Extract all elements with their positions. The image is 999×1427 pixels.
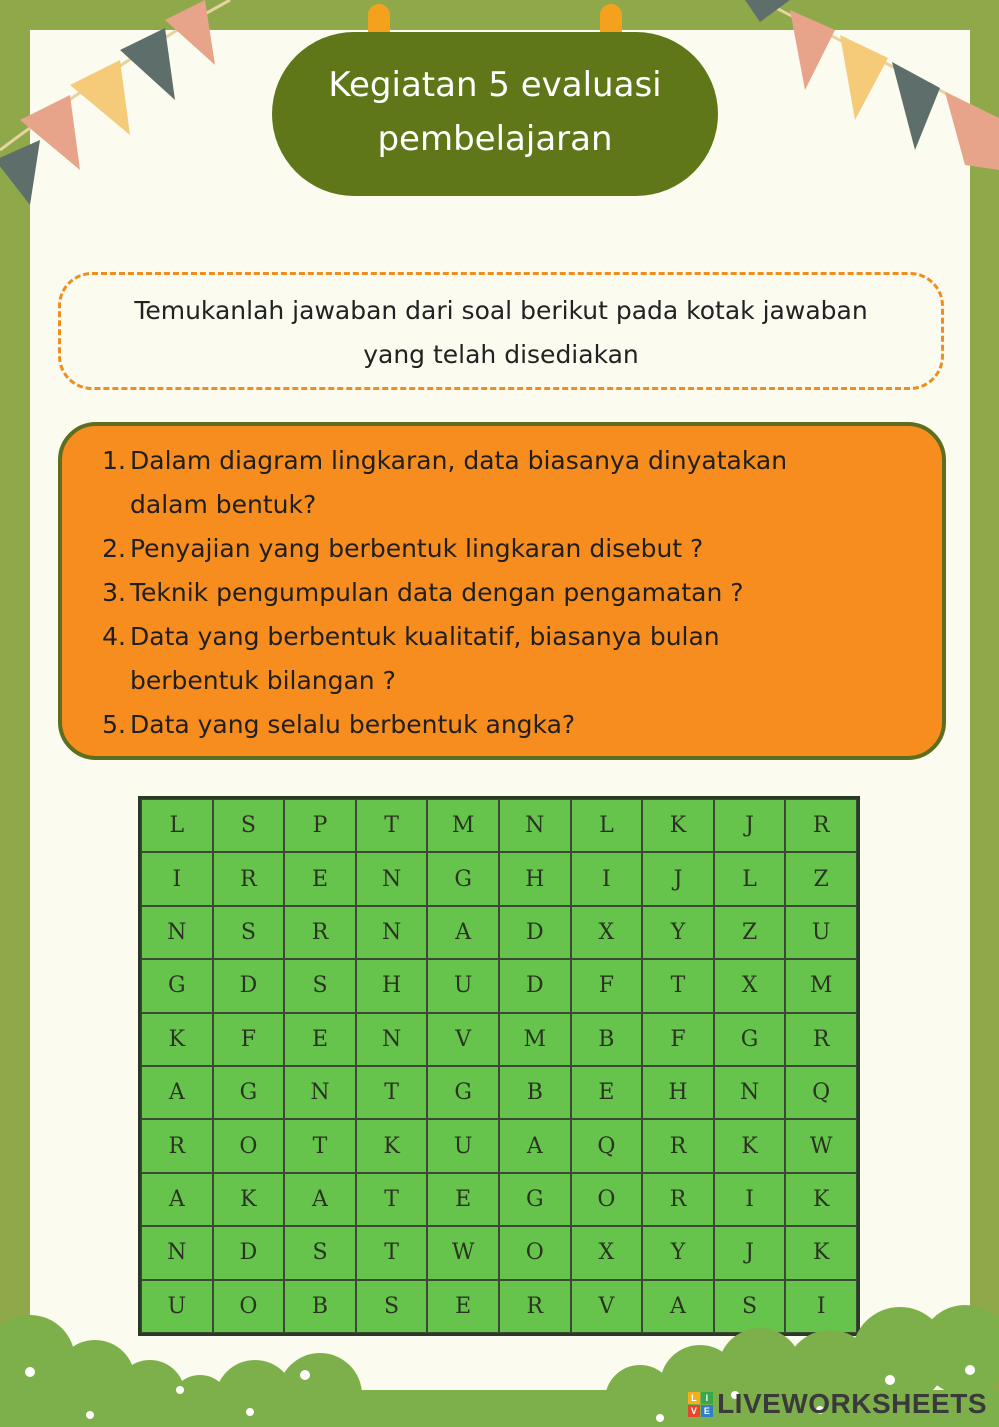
grid-cell[interactable]: R: [785, 1013, 857, 1066]
grid-cell[interactable]: S: [213, 799, 285, 852]
grid-cell[interactable]: H: [356, 959, 428, 1012]
grid-cell[interactable]: Q: [785, 1066, 857, 1119]
grid-cell[interactable]: U: [141, 1280, 213, 1333]
grid-cell[interactable]: N: [356, 852, 428, 905]
grid-cell[interactable]: A: [284, 1173, 356, 1226]
grid-cell[interactable]: V: [427, 1013, 499, 1066]
grid-cell[interactable]: N: [356, 906, 428, 959]
grid-cell[interactable]: D: [213, 1226, 285, 1279]
grid-cell[interactable]: L: [714, 852, 786, 905]
grid-cell[interactable]: S: [284, 959, 356, 1012]
grid-cell[interactable]: K: [141, 1013, 213, 1066]
grid-cell[interactable]: K: [642, 799, 714, 852]
grid-cell[interactable]: A: [141, 1173, 213, 1226]
question-text: Dalam diagram lingkaran, data biasanya dinyatakan: [130, 446, 788, 475]
grid-cell[interactable]: U: [427, 959, 499, 1012]
grid-cell[interactable]: N: [141, 906, 213, 959]
grid-cell[interactable]: O: [571, 1173, 643, 1226]
grid-cell[interactable]: B: [571, 1013, 643, 1066]
grid-cell[interactable]: G: [427, 852, 499, 905]
instruction-box: [58, 272, 944, 390]
grid-cell[interactable]: X: [714, 959, 786, 1012]
question-number: 2.: [102, 534, 126, 563]
grid-cell[interactable]: N: [499, 799, 571, 852]
grid-cell[interactable]: S: [356, 1280, 428, 1333]
questions-box: [58, 422, 946, 760]
grid-cell[interactable]: D: [499, 959, 571, 1012]
title-line-1: Kegiatan 5 evaluasi: [328, 65, 662, 105]
logo-text: LIVEWORKSHEETS: [717, 1388, 987, 1419]
grid-cell[interactable]: W: [427, 1226, 499, 1279]
question-text: berbentuk bilangan ?: [130, 666, 396, 695]
grid-cell[interactable]: K: [356, 1119, 428, 1172]
grid-cell[interactable]: O: [213, 1119, 285, 1172]
grid-cell[interactable]: A: [642, 1280, 714, 1333]
title-line-2: pembelajaran: [377, 119, 613, 159]
grid-cell[interactable]: Y: [642, 906, 714, 959]
grid-cell[interactable]: F: [642, 1013, 714, 1066]
question-2: [94, 534, 703, 563]
grid-cell[interactable]: I: [141, 852, 213, 905]
grid-cell[interactable]: K: [213, 1173, 285, 1226]
grid-cell[interactable]: U: [785, 906, 857, 959]
grid-cell[interactable]: N: [356, 1013, 428, 1066]
grid-cell[interactable]: T: [356, 1066, 428, 1119]
grid-cell[interactable]: R: [213, 852, 285, 905]
grid-cell[interactable]: N: [284, 1066, 356, 1119]
question-text: dalam bentuk?: [130, 490, 317, 519]
grid-cell[interactable]: E: [571, 1066, 643, 1119]
grid-cell[interactable]: F: [213, 1013, 285, 1066]
grid-cell[interactable]: P: [284, 799, 356, 852]
grid-cell[interactable]: L: [141, 799, 213, 852]
grid-cell[interactable]: H: [499, 852, 571, 905]
grid-cell[interactable]: F: [571, 959, 643, 1012]
grid-cell[interactable]: R: [284, 906, 356, 959]
question-number: 4.: [102, 622, 126, 651]
grid-cell[interactable]: K: [714, 1119, 786, 1172]
grid-cell[interactable]: R: [642, 1173, 714, 1226]
grid-cell[interactable]: J: [714, 799, 786, 852]
grid-cell[interactable]: X: [571, 1226, 643, 1279]
question-text: Data yang berbentuk kualitatif, biasanya bulan: [130, 622, 720, 651]
grid-cell[interactable]: N: [714, 1066, 786, 1119]
grid-cell[interactable]: R: [141, 1119, 213, 1172]
grid-cell[interactable]: V: [571, 1280, 643, 1333]
question-5: [94, 710, 575, 739]
word-search-grid: [138, 796, 860, 1336]
grid-cell[interactable]: Z: [785, 852, 857, 905]
grid-cell[interactable]: Y: [642, 1226, 714, 1279]
grid-cell[interactable]: D: [213, 959, 285, 1012]
grid-cell[interactable]: A: [499, 1119, 571, 1172]
grid-cell[interactable]: S: [213, 906, 285, 959]
grid-cell[interactable]: W: [785, 1119, 857, 1172]
grid-cell[interactable]: K: [785, 1226, 857, 1279]
grid-cell[interactable]: S: [284, 1226, 356, 1279]
grid-cell[interactable]: M: [785, 959, 857, 1012]
grid-cell[interactable]: E: [284, 1013, 356, 1066]
question-1-continued: [130, 490, 316, 519]
question-number: 3.: [102, 578, 126, 607]
grid-cell[interactable]: N: [141, 1226, 213, 1279]
grid-cell[interactable]: E: [427, 1280, 499, 1333]
grid-cell[interactable]: I: [714, 1173, 786, 1226]
grid-cell[interactable]: O: [213, 1280, 285, 1333]
grid-cell[interactable]: G: [499, 1173, 571, 1226]
grid-cell[interactable]: T: [356, 799, 428, 852]
grid-cell[interactable]: S: [714, 1280, 786, 1333]
grid-cell[interactable]: G: [213, 1066, 285, 1119]
question-text: Data yang selalu berbentuk angka?: [130, 710, 576, 739]
grid-cell[interactable]: T: [356, 1226, 428, 1279]
grid-cell[interactable]: Q: [571, 1119, 643, 1172]
grid-cell[interactable]: G: [427, 1066, 499, 1119]
grid-cell[interactable]: G: [714, 1013, 786, 1066]
grid-cell[interactable]: R: [642, 1119, 714, 1172]
grid-cell[interactable]: K: [785, 1173, 857, 1226]
grid-cell[interactable]: D: [499, 906, 571, 959]
grid-cell[interactable]: A: [141, 1066, 213, 1119]
instruction-line-2: yang telah disediakan: [363, 340, 639, 369]
question-text: Teknik pengumpulan data dengan pengamatan ?: [130, 578, 744, 607]
grid-cell[interactable]: J: [714, 1226, 786, 1279]
grid-cell[interactable]: X: [571, 906, 643, 959]
grid-cell[interactable]: L: [571, 799, 643, 852]
grid-cell[interactable]: A: [427, 906, 499, 959]
grid-cell[interactable]: E: [427, 1173, 499, 1226]
grid-cell[interactable]: G: [141, 959, 213, 1012]
grid-cell[interactable]: R: [499, 1280, 571, 1333]
grid-cell[interactable]: T: [642, 959, 714, 1012]
grid-cell[interactable]: Z: [714, 906, 786, 959]
logo-mark-icon: L I V E: [688, 1392, 713, 1417]
question-3: [94, 578, 744, 607]
grid-cell[interactable]: T: [284, 1119, 356, 1172]
grid-cell[interactable]: I: [785, 1280, 857, 1333]
instruction-line-1: Temukanlah jawaban dari soal berikut pada kotak jawaban: [134, 296, 868, 325]
question-text: Penyajian yang berbentuk lingkaran disebut ?: [130, 534, 704, 563]
grid-cell[interactable]: O: [499, 1226, 571, 1279]
grid-cell[interactable]: M: [499, 1013, 571, 1066]
question-4: [94, 622, 720, 651]
grid-cell[interactable]: E: [284, 852, 356, 905]
grid-cell[interactable]: B: [284, 1280, 356, 1333]
grid-cell[interactable]: R: [785, 799, 857, 852]
question-number: 5.: [102, 710, 126, 739]
grid-cell[interactable]: M: [427, 799, 499, 852]
question-number: 1.: [102, 446, 126, 475]
question-1: [94, 446, 787, 475]
question-4-continued: [130, 666, 396, 695]
grid-cell[interactable]: B: [499, 1066, 571, 1119]
grid-cell[interactable]: H: [642, 1066, 714, 1119]
grid-cell[interactable]: J: [642, 852, 714, 905]
grid-cell[interactable]: U: [427, 1119, 499, 1172]
title-banner: [272, 32, 718, 196]
grid-cell[interactable]: T: [356, 1173, 428, 1226]
grid-cell[interactable]: I: [571, 852, 643, 905]
liveworksheets-logo: [688, 1387, 987, 1421]
